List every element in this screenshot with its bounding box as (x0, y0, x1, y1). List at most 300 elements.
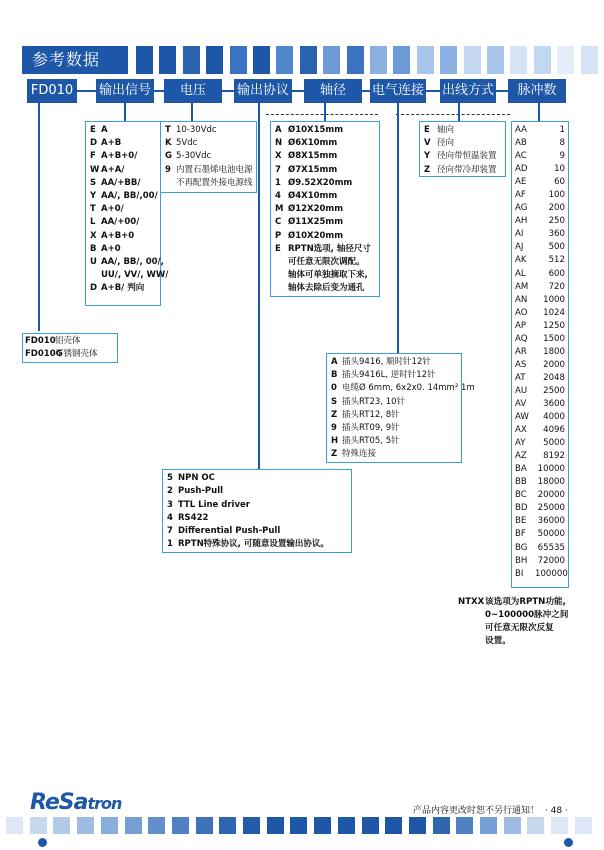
protocol-box (162, 469, 352, 553)
outlet-option (424, 150, 501, 163)
pulse-value: 3600 (543, 398, 565, 409)
voltage-option (165, 164, 252, 177)
footer-square (267, 817, 284, 834)
pulse-code: AO (515, 307, 528, 318)
title-square (230, 46, 247, 74)
pulse-code: BG (515, 542, 528, 553)
option-value: Ø7X15mm (288, 164, 338, 175)
pulse-code: AS (515, 359, 527, 370)
pulse-code: BE (515, 516, 527, 527)
option-value: Ø8X15mm (288, 151, 338, 162)
pulse-option (515, 542, 568, 555)
pulse-code: AH (515, 216, 528, 227)
footer-square (527, 817, 544, 834)
footer-square (362, 817, 379, 834)
dashed-guide (396, 114, 510, 115)
voltage-option (165, 124, 252, 137)
option-value: 径向带恒温装置 (437, 151, 497, 162)
pulse-code: AQ (515, 333, 528, 344)
pulse-option (515, 476, 568, 489)
title-square (276, 46, 293, 74)
shaft-option (275, 282, 375, 295)
pulse-option (515, 528, 568, 541)
option-value: 轴体去除后变为通孔 (288, 283, 365, 294)
pulse-option (515, 411, 568, 424)
note-line: 设置。 (485, 636, 511, 646)
option-code: A (275, 125, 282, 135)
pulse-value: 1250 (543, 320, 565, 331)
title-square (557, 46, 574, 74)
pulse-option (515, 281, 568, 294)
signal-option (90, 137, 156, 150)
pulse-code: AD (515, 164, 528, 175)
protocol-option (167, 512, 347, 525)
option-code: X (90, 230, 97, 241)
page-number: · 48 · (544, 806, 568, 816)
footer-square (480, 817, 497, 834)
option-value: 轴体可单独摘取下来, (288, 270, 368, 281)
option-code: 7 (167, 526, 173, 537)
option-value: Ø10X20mm (288, 230, 344, 241)
pulse-value: 25000 (537, 503, 565, 514)
option-value: Ø11X25mm (288, 217, 344, 228)
title-square (393, 46, 410, 74)
protocol-option (167, 538, 347, 551)
footer-square (77, 817, 94, 834)
note-line: 0~100000脉冲之间 (485, 610, 569, 620)
footer-square (101, 817, 118, 834)
logo-part-a: ReSa (30, 790, 88, 815)
shaft-connector (324, 103, 326, 121)
option-value: AA/+BB/ (101, 177, 141, 188)
pulse-option (515, 555, 568, 568)
signal-option (90, 177, 156, 190)
pulse-value: 20000 (537, 490, 565, 501)
footer-text: 产品内容更改时恕不另行通知！ (413, 806, 540, 816)
shaft-option (275, 190, 375, 203)
pulse-option (515, 176, 568, 189)
option-value: 插头9416L, 逆时针12针 (342, 370, 436, 381)
pulse-value: 10000 (537, 464, 565, 475)
pulse-value: 200 (548, 203, 565, 214)
pulse-code: AM (515, 281, 529, 292)
shaft-option (275, 203, 375, 216)
voltage-box (160, 121, 257, 193)
signal-box (85, 121, 169, 306)
pulse-option (515, 150, 568, 163)
footer-square (172, 817, 189, 834)
note-text (485, 596, 604, 648)
footer-square (6, 817, 23, 834)
option-code: L (90, 217, 96, 228)
pulse-value: 2000 (543, 359, 565, 370)
option-value: 插头9416, 顺时针12针 (342, 357, 431, 367)
connection-option (331, 369, 457, 382)
option-value: 插头RT23, 10针 (342, 396, 406, 407)
housing-option (25, 335, 115, 348)
pulse-code: BF (515, 529, 526, 540)
option-code: Z (331, 449, 338, 460)
pulse-value: 720 (548, 281, 565, 292)
option-code: E (90, 125, 96, 135)
shaft-option (275, 150, 375, 163)
option-code: 4 (275, 191, 281, 202)
pulse-value: 500 (548, 242, 565, 253)
signal-option (90, 243, 156, 256)
option-code: V (424, 138, 431, 149)
title-square (136, 46, 153, 74)
shaft-option (275, 164, 375, 177)
signal-option (90, 190, 156, 203)
pulse-option (515, 385, 568, 398)
protocol-option (167, 472, 347, 485)
option-value: Ø6X10mm (288, 138, 338, 149)
pulse-option (515, 268, 568, 281)
option-code: P (275, 230, 282, 241)
option-value: 轴向 (437, 125, 455, 135)
header-connector (362, 90, 370, 92)
option-code: D (90, 283, 98, 294)
option-code: T (165, 125, 171, 135)
option-value: 径向 (437, 138, 455, 149)
dashed-guide (266, 114, 378, 115)
housing-option (25, 348, 115, 361)
option-value: TTL Line driver (178, 499, 250, 510)
option-code: N (275, 138, 283, 149)
footer-square (338, 817, 355, 834)
pulse-code: BH (515, 555, 528, 566)
voltage-option (165, 137, 252, 150)
header-connector (426, 90, 440, 92)
pulse-value: 60 (554, 177, 565, 188)
option-value: Ø10X15mm (288, 125, 344, 135)
shaft-option (275, 243, 375, 256)
option-value: 插头RT09, 9针 (342, 423, 400, 434)
option-code: FD010G (25, 349, 63, 360)
pulse-option (515, 163, 568, 176)
pulse-option (515, 515, 568, 528)
protocol-option (167, 485, 347, 498)
option-value: Push-Pull (178, 486, 224, 497)
pulse-value: 65535 (537, 542, 565, 553)
connection-option (331, 422, 457, 435)
pulse-value: 1800 (543, 346, 565, 357)
model-header: FD010 (27, 79, 77, 103)
connection-option (331, 356, 457, 369)
footer-square (148, 817, 165, 834)
connection-connector (397, 103, 399, 354)
top-edge-bar (0, 0, 604, 6)
pulse-value: 2500 (543, 385, 565, 396)
option-code: 1 (275, 177, 281, 188)
signal-option (90, 150, 156, 163)
pulse-option (515, 372, 568, 385)
footer-square (504, 817, 521, 834)
option-code: W (90, 164, 100, 175)
footer-square (575, 817, 592, 834)
pulse-value: 10 (554, 164, 565, 175)
option-code: K (165, 138, 172, 149)
option-value: 插头RT12, 8针 (342, 409, 400, 420)
footer-notice (413, 803, 568, 816)
footer-dot-left (38, 838, 47, 847)
option-value: Ø4X10mm (288, 191, 338, 202)
footer-square (30, 817, 47, 834)
pulse-option (515, 202, 568, 215)
logo-part-b: tron (87, 794, 122, 813)
signal-connector (124, 103, 126, 121)
pulse-code: AX (515, 425, 527, 436)
pulse-code: AL (515, 268, 526, 279)
option-code: G (165, 151, 172, 162)
option-value: A+B+0/ (101, 151, 138, 162)
pulse-option (515, 241, 568, 254)
option-code: Z (331, 409, 338, 420)
footer-square (433, 817, 450, 834)
option-value: 插头RT05, 5针 (342, 436, 400, 447)
housing-box (22, 333, 118, 363)
option-code: 3 (167, 499, 173, 510)
pulse-value: 36000 (537, 516, 565, 527)
pulse-code: AB (515, 138, 527, 149)
pulse-option (515, 450, 568, 463)
option-code: C (275, 217, 282, 228)
option-value: 铝壳体 (55, 336, 81, 346)
header-shaft: 轴径 (304, 79, 362, 103)
option-code: D (90, 138, 98, 149)
pulse-value: 2048 (543, 372, 565, 383)
pulse-code: AY (515, 438, 526, 449)
pulse-value: 4096 (543, 425, 565, 436)
option-value: 特殊连接 (342, 449, 377, 460)
shaft-option (275, 124, 375, 137)
pulse-code: BI (515, 568, 524, 579)
pulse-code: AG (515, 203, 528, 214)
footer-square (456, 817, 473, 834)
page-title: 参考数据 (22, 46, 128, 74)
option-code: T (90, 204, 96, 215)
option-value: A (101, 125, 108, 135)
header-connector (292, 90, 304, 92)
option-code: A (331, 357, 338, 367)
model-connector (38, 103, 40, 331)
pulse-option (515, 307, 568, 320)
pulse-option (515, 437, 568, 450)
option-value: AA/, BB/,00/ (101, 191, 158, 202)
option-code: S (90, 177, 97, 188)
option-value: 5Vdc (176, 138, 198, 149)
header-outlet: 出线方式 (440, 79, 496, 103)
footer-square (551, 817, 568, 834)
option-value: AA/+00/ (101, 217, 140, 228)
option-value: Ø9.52X20mm (288, 177, 353, 188)
option-value: A+0 (101, 243, 121, 254)
pulse-box (511, 121, 569, 588)
outlet-option (424, 137, 501, 150)
signal-option (90, 230, 156, 243)
pulse-code: AZ (515, 451, 527, 462)
option-code: 7 (275, 164, 281, 175)
option-value: RS422 (178, 512, 209, 523)
connection-option (331, 396, 457, 409)
option-value: A+0/ (101, 204, 124, 215)
footer-square (53, 817, 70, 834)
voltage-connector (191, 103, 193, 121)
option-code: E (275, 243, 281, 254)
pulse-value: 600 (548, 268, 565, 279)
title-square (417, 46, 434, 74)
pulse-code: AI (515, 229, 524, 240)
signal-option (90, 282, 156, 295)
pulse-option (515, 320, 568, 333)
pulse-code: BB (515, 477, 527, 488)
note-line: 可任意无限次反复 (485, 623, 554, 633)
pulse-option (515, 137, 568, 150)
title-square (534, 46, 551, 74)
signal-option (90, 164, 156, 177)
title-square (253, 46, 270, 74)
option-code: E (424, 125, 430, 135)
shaft-option (275, 269, 375, 282)
option-value: 电缆Ø 6mm, 6x2x0. 14mm² 1m (342, 383, 475, 394)
title-square (370, 46, 387, 74)
pulse-option (515, 346, 568, 359)
pulse-option (515, 398, 568, 411)
pulse-code: AU (515, 385, 528, 396)
pulse-code: BD (515, 503, 528, 514)
option-code: 9 (165, 164, 171, 175)
option-code: H (331, 436, 339, 447)
connection-option (331, 435, 457, 448)
pulse-value: 100000 (535, 568, 568, 579)
option-code: U (90, 257, 97, 268)
option-code: 9 (331, 423, 337, 434)
footer-square (290, 817, 307, 834)
voltage-option (165, 177, 252, 190)
option-value: UU/, VV/, WW/ (101, 270, 169, 281)
protocol-connector (258, 103, 260, 469)
option-code: B (331, 370, 338, 381)
pulse-code: AC (515, 151, 527, 162)
signal-option (90, 269, 169, 282)
option-value: 径向带冷却装置 (437, 164, 497, 175)
pulse-code: AA (515, 125, 527, 135)
protocol-option (167, 499, 347, 512)
option-code: 1 (167, 539, 173, 550)
option-value: Differential Push-Pull (178, 526, 281, 537)
brand-logo (30, 790, 121, 815)
pulse-option (515, 359, 568, 372)
pulse-code: AR (515, 346, 527, 357)
pulse-value: 18000 (537, 477, 565, 488)
signal-option (90, 216, 156, 229)
option-code: M (275, 204, 284, 215)
connection-option (331, 382, 475, 395)
pulse-value: 100 (548, 190, 565, 201)
pulse-value: 1000 (543, 294, 565, 305)
note-line: 该选项为RPTN功能, (485, 597, 566, 607)
pulse-value: 1024 (543, 307, 565, 318)
footer-square (314, 817, 331, 834)
pulse-value: 250 (548, 216, 565, 227)
title-square (581, 46, 598, 74)
header-connector (77, 90, 97, 92)
option-code: F (90, 151, 96, 162)
option-code: Z (424, 164, 431, 175)
option-value: A+B+0 (101, 230, 135, 241)
pulse-code: AJ (515, 242, 524, 253)
option-value: 5-30Vdc (176, 151, 212, 162)
footer-dot-right (564, 838, 573, 847)
header-protocol: 输出协议 (234, 79, 292, 103)
pulse-code: AN (515, 294, 528, 305)
voltage-option (165, 150, 252, 163)
option-code: 0 (331, 383, 337, 394)
option-value: 可任意无限次调配。 (288, 257, 365, 268)
shaft-option (275, 216, 375, 229)
option-value: Ø12X20mm (288, 204, 344, 215)
pulse-option (515, 228, 568, 241)
title-square (347, 46, 364, 74)
option-code: Y (90, 191, 97, 202)
connection-option (331, 448, 457, 461)
option-value: RPTN选项, 轴径尺寸 (288, 243, 371, 254)
option-code: B (90, 243, 97, 254)
footer-square (125, 817, 142, 834)
title-square (159, 46, 176, 74)
pulse-option (515, 463, 568, 476)
signal-option (90, 124, 156, 137)
option-code: X (275, 151, 282, 162)
pulse-option (515, 189, 568, 202)
pulse-value: 5000 (543, 438, 565, 449)
footer-square (409, 817, 426, 834)
pulse-option (515, 333, 568, 346)
outlet-box (419, 121, 506, 177)
shaft-option (275, 177, 375, 190)
pulse-connector (538, 103, 540, 121)
title-square (440, 46, 457, 74)
option-code: Y (424, 151, 431, 162)
option-value: 内置石墨烯电池电源 (176, 164, 253, 175)
pulse-code: AV (515, 398, 527, 409)
protocol-option (167, 525, 347, 538)
pulse-value: 8 (559, 138, 565, 149)
shaft-box (270, 121, 380, 297)
title-square (487, 46, 504, 74)
pulse-value: 9 (559, 151, 565, 162)
pulse-code: AK (515, 255, 527, 266)
pulse-option (515, 294, 568, 307)
shaft-option (275, 230, 375, 243)
option-code: 4 (167, 512, 173, 523)
footer-square (196, 817, 213, 834)
option-value: A+B/ 判向 (101, 283, 145, 294)
option-code: 2 (167, 486, 173, 497)
pulse-code: AT (515, 372, 526, 383)
footer-square (385, 817, 402, 834)
option-value: 不锈钢壳体 (55, 349, 98, 360)
header-connection: 电气连接 (370, 79, 426, 103)
option-value: NPN OC (178, 473, 215, 483)
option-code: 5 (167, 473, 173, 483)
pulse-value: 50000 (537, 529, 565, 540)
header-pulse: 脉冲数 (508, 79, 566, 103)
pulse-value: 1 (559, 125, 565, 135)
pulse-value: 1500 (543, 333, 565, 344)
pulse-option (515, 502, 568, 515)
title-square (464, 46, 481, 74)
